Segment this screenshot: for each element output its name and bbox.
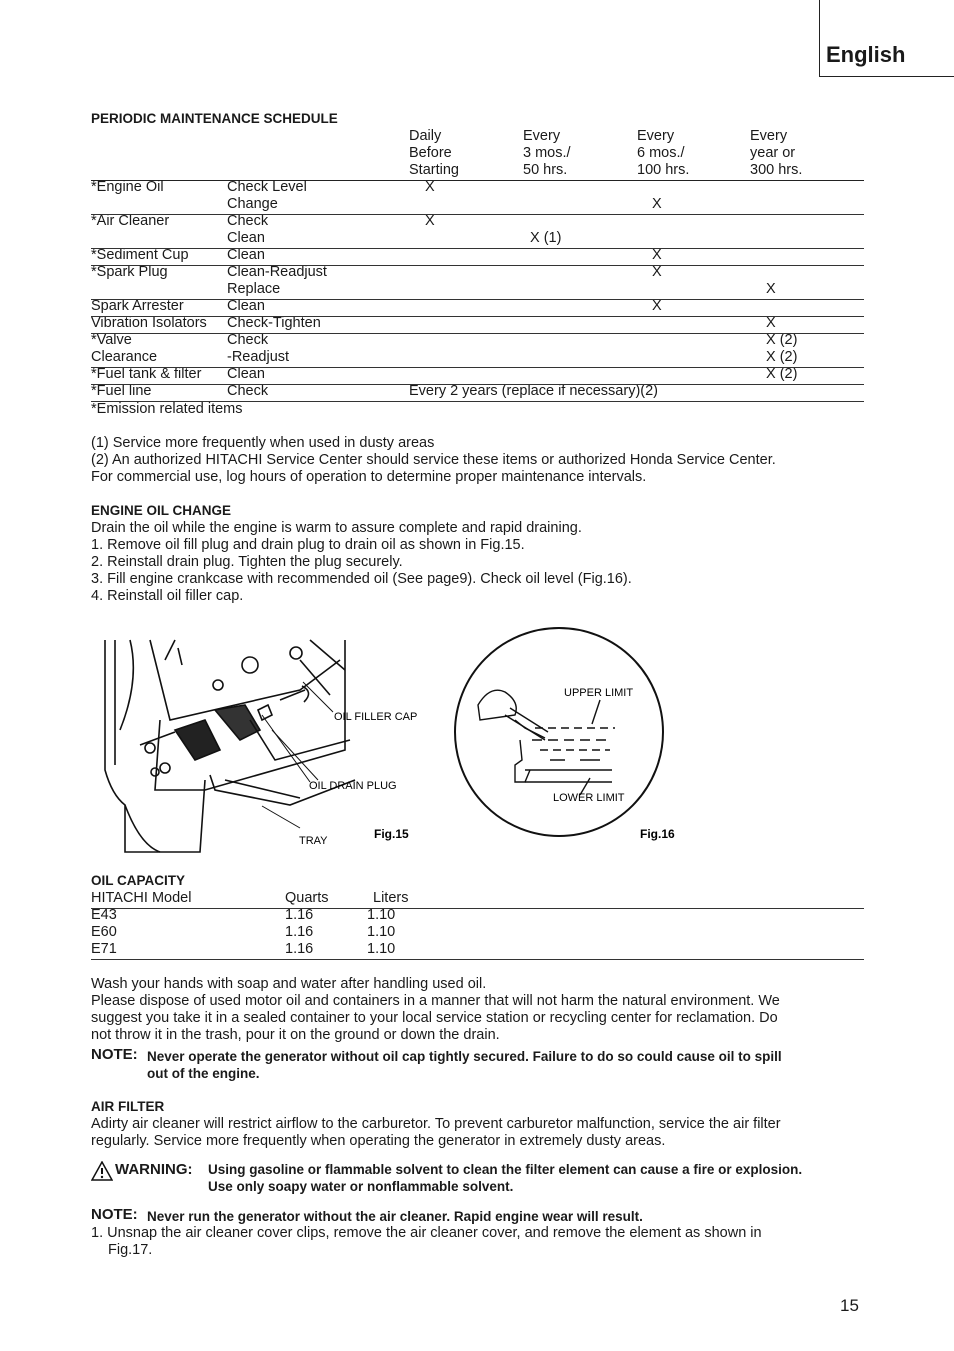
- note1-label: NOTE:: [91, 1046, 138, 1063]
- schedule-cell-item: *Spark Plug: [91, 264, 168, 280]
- note1-text: Never operate the generator without oil cap tightly secured. Failure to do so could cause oil to spill out of the engine.: [147, 1049, 782, 1081]
- row-rule: [91, 248, 864, 249]
- schedule-cell-action: Clean-Readjust: [227, 264, 327, 280]
- schedule-cell-item: *Engine Oil: [91, 179, 164, 195]
- schedule-footnote: *Emission related items: [91, 401, 243, 417]
- schedule-cell-action: Clean: [227, 247, 265, 263]
- row-rule: [91, 384, 864, 385]
- schedule-cell-year: X (2): [766, 349, 798, 365]
- label-upper-limit: UPPER LIMIT: [564, 687, 634, 699]
- schedule-cell-action: Replace: [227, 281, 281, 297]
- note2-label: NOTE:: [91, 1206, 138, 1223]
- schedule-cell-action: -Readjust: [227, 349, 290, 365]
- note2-text: Never run the generator without the air cleaner. Rapid engine wear will result.: [147, 1209, 643, 1224]
- schedule-cell-action: Check Level: [227, 179, 307, 195]
- oil-capacity-header-quarts: Quarts: [285, 890, 329, 906]
- row-rule: [91, 299, 864, 300]
- schedule-cell-action: Clean: [227, 298, 265, 314]
- schedule-cell-year: X (2): [766, 332, 798, 348]
- page-number: 15: [840, 1296, 859, 1315]
- schedule-cell-year: X: [766, 315, 776, 331]
- air-filter-title: AIR FILTER: [91, 1099, 165, 1114]
- label-oil-filler-cap: OIL FILLER CAP: [334, 711, 418, 723]
- schedule-cell-item: Clearance: [91, 349, 158, 365]
- cap-cell: 1.10: [367, 941, 396, 957]
- fig16-caption: Fig.16: [640, 827, 675, 841]
- cap-cell: 1.10: [367, 924, 396, 940]
- oil-capacity-bottom-rule: [91, 959, 864, 960]
- warning-label: WARNING:: [115, 1161, 193, 1178]
- interval-6mos: Every 6 mos./ 100 hrs.: [637, 128, 690, 178]
- fig16-illustration: [455, 628, 663, 836]
- schedule-cell-item: *Air Cleaner: [91, 213, 170, 229]
- schedule-cell-action: Clean: [227, 230, 265, 246]
- oil-change-steps: Drain the oil while the engine is warm to assure complete and rapid draining. 1. Remove oil fill plug and drain plug to drain oil as shown in Fig.15. 2. Reinstall drain plug. Tighten the plug securely. 3. Fill engine crankcase with recommended oil (See page9). Check oil level (Fig.16). 4. Reinstall oil filler cap.: [91, 520, 632, 604]
- cap-cell: 1.16: [285, 941, 314, 957]
- schedule-cell-action: Check: [227, 383, 269, 399]
- fig15-caption: Fig.15: [374, 827, 409, 841]
- schedule-cell-action: Check-Tighten: [227, 315, 321, 331]
- interval-3mos: Every 3 mos./ 50 hrs.: [523, 128, 571, 178]
- schedule-cell-m6: X: [652, 298, 662, 314]
- oil-capacity-rule: [91, 908, 864, 909]
- schedule-cell-action: Clean: [227, 366, 265, 382]
- service-notes: (1) Service more frequently when used in dusty areas (2) An authorized HITACHI Service Center should service these items or authorized Honda Service Center. For commercial use, log hours of operation to determine proper maintenance intervals.: [91, 435, 776, 485]
- row-rule: [91, 333, 864, 334]
- air-filter-text: Adirty air cleaner will restrict airflow to the carburetor. To prevent carburetor malfunction, service the air filter regularly. Service more frequently when operating the generator in extremely dusty areas.: [91, 1116, 781, 1149]
- air-cleaner-step1: 1. Unsnap the air cleaner cover clips, remove the air cleaner cover, and remove the element as shown in Fig.17.: [91, 1225, 762, 1258]
- schedule-cell-action: Change: [227, 196, 278, 212]
- fig15-illustration: [105, 640, 355, 852]
- schedule-cell-action: Check: [227, 213, 269, 229]
- schedule-cell-year: X: [766, 281, 776, 297]
- row-rule: [91, 367, 864, 368]
- schedule-cell-action: Check: [227, 332, 269, 348]
- schedule-cell-daily: X: [425, 179, 435, 195]
- schedule-cell-item: *Fuel tank & filter: [91, 366, 202, 382]
- schedule-cell-item: *Sediment Cup: [91, 247, 189, 263]
- language-title: English: [826, 42, 906, 67]
- label-lower-limit: LOWER LIMIT: [553, 792, 625, 804]
- row-rule: [91, 214, 864, 215]
- interval-year: Every year or 300 hrs.: [750, 128, 803, 178]
- schedule-cell-m3: X (1): [530, 230, 562, 246]
- cap-cell: E43: [91, 907, 117, 923]
- cap-cell: 1.10: [367, 907, 396, 923]
- oil-capacity-title: OIL CAPACITY: [91, 873, 186, 888]
- oil-change-title: ENGINE OIL CHANGE: [91, 503, 232, 518]
- cap-cell: 1.16: [285, 924, 314, 940]
- schedule-cell-year: X (2): [766, 366, 798, 382]
- schedule-cell-item: Spark Arrester: [91, 298, 184, 314]
- oil-capacity-header-model: HITACHI Model: [91, 890, 192, 906]
- warning-icon: [91, 1161, 113, 1181]
- schedule-header-rule: [91, 180, 864, 181]
- schedule-cell-m6: X: [652, 264, 662, 280]
- schedule-cell-m6: X: [652, 196, 662, 212]
- schedule-cell-m6: X: [652, 247, 662, 263]
- cap-cell: 1.16: [285, 907, 314, 923]
- schedule-cell-item: *Valve: [91, 332, 132, 348]
- schedule-cell-item: *Fuel line: [91, 383, 152, 399]
- row-rule: [91, 316, 864, 317]
- label-oil-drain-plug: OIL DRAIN PLUG: [309, 780, 397, 792]
- figures: [0, 620, 954, 860]
- oil-capacity-header-liters: Liters: [373, 890, 409, 906]
- interval-daily: Daily Before Starting: [409, 128, 459, 178]
- schedule-cell-daily: X: [425, 213, 435, 229]
- label-tray: TRAY: [299, 835, 328, 847]
- schedule-cell-item: Vibration Isolators: [91, 315, 207, 331]
- schedule-cell-daily: Every 2 years (replace if necessary)(2): [409, 383, 658, 399]
- disposal-text: Wash your hands with soap and water after handling used oil. Please dispose of used motor oil and containers in a manner that will not harm the natural environment. We suggest you take it in a sealed container to your local service station or recycling center for reclamation. Do not throw it in the trash, pour it on the ground or down the drain.: [91, 976, 780, 1043]
- schedule-title: PERIODIC MAINTENANCE SCHEDULE: [91, 111, 338, 126]
- row-rule: [91, 265, 864, 266]
- cap-cell: E60: [91, 924, 117, 940]
- cap-cell: E71: [91, 941, 117, 957]
- warning-text: Using gasoline or flammable solvent to clean the filter element can cause a fire or explosion. Use only soapy water or nonflammable solvent.: [208, 1162, 803, 1194]
